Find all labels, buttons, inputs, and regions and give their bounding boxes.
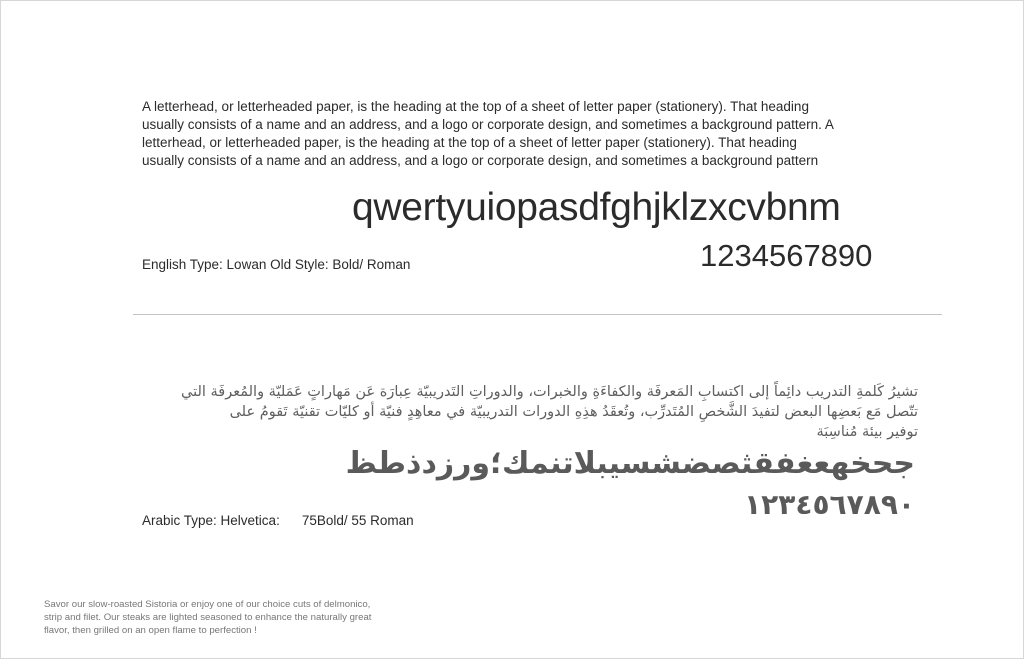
footer-line: strip and filet. Our steaks are lighted seasoned to enhance the naturally great <box>44 612 372 623</box>
english-paragraph-line: usually consists of a name and an address, and a logo or corporate design, and sometimes a background pattern <box>142 153 819 168</box>
footer-line: Savor our slow-roasted Sistoria or enjoy one of our choice cuts of delmonico, <box>44 599 371 610</box>
english-alphabet-sample: qwertyuiopasdfghjklzxcvbnm <box>352 186 841 229</box>
arabic-type-name: Arabic Type: Helvetica: <box>142 513 280 528</box>
english-paragraph-line: letterhead, or letterheaded paper, is the heading at the top of a sheet of letter paper (stationery). That heading <box>142 135 797 150</box>
english-paragraph-line: A letterhead, or letterheaded paper, is the heading at the top of a sheet of letter paper (stationery). That heading <box>142 99 809 114</box>
english-paragraph-line: usually consists of a name and an address, and a logo or corporate design, and sometimes a background pattern. A <box>142 117 834 132</box>
arabic-paragraph-line: تشيرُ كَلمةِ التدريب دائِماً إلى اكتسابِ المَعرفَة والكفاءَةِ والخبرات، والدوراتِ التَدريبيّة عِبارَة عَن مَهاراتٍ عَمَليّة والمُعرفَة التي <box>181 384 918 400</box>
arabic-sample-paragraph <box>178 382 918 442</box>
arabic-paragraph-line: توفير بيئة مُناسِبَة <box>816 424 918 440</box>
english-type-label: English Type: Lowan Old Style: Bold/ Roman <box>142 257 411 272</box>
arabic-digits-sample: ١٢٣٤٥٦٧٨٩٠ <box>744 488 915 521</box>
arabic-type-label <box>142 513 414 528</box>
arabic-type-weights: 75Bold/ 55 Roman <box>301 513 414 528</box>
arabic-paragraph-line: تتّصل مَع بَعضِها البعض لتفيدَ الشَّخصِ المُتَدرِّب، وتُعقَدُ هذِهِ الدورات التدريبيّة في معاهِدٍ فنيّة أو كليّات تقنيّة تَقومُ على <box>229 404 918 420</box>
footer-line: flavor, then grilled on an open flame to perfection ! <box>44 625 257 636</box>
footer-note <box>44 598 424 637</box>
section-divider <box>133 314 942 315</box>
english-digits-sample: 1234567890 <box>700 238 873 273</box>
arabic-alphabet-sample: جحخهعغفقثصضشسيبلاتنمك؛ورزدذطظ <box>345 446 915 481</box>
english-sample-paragraph <box>142 98 882 170</box>
